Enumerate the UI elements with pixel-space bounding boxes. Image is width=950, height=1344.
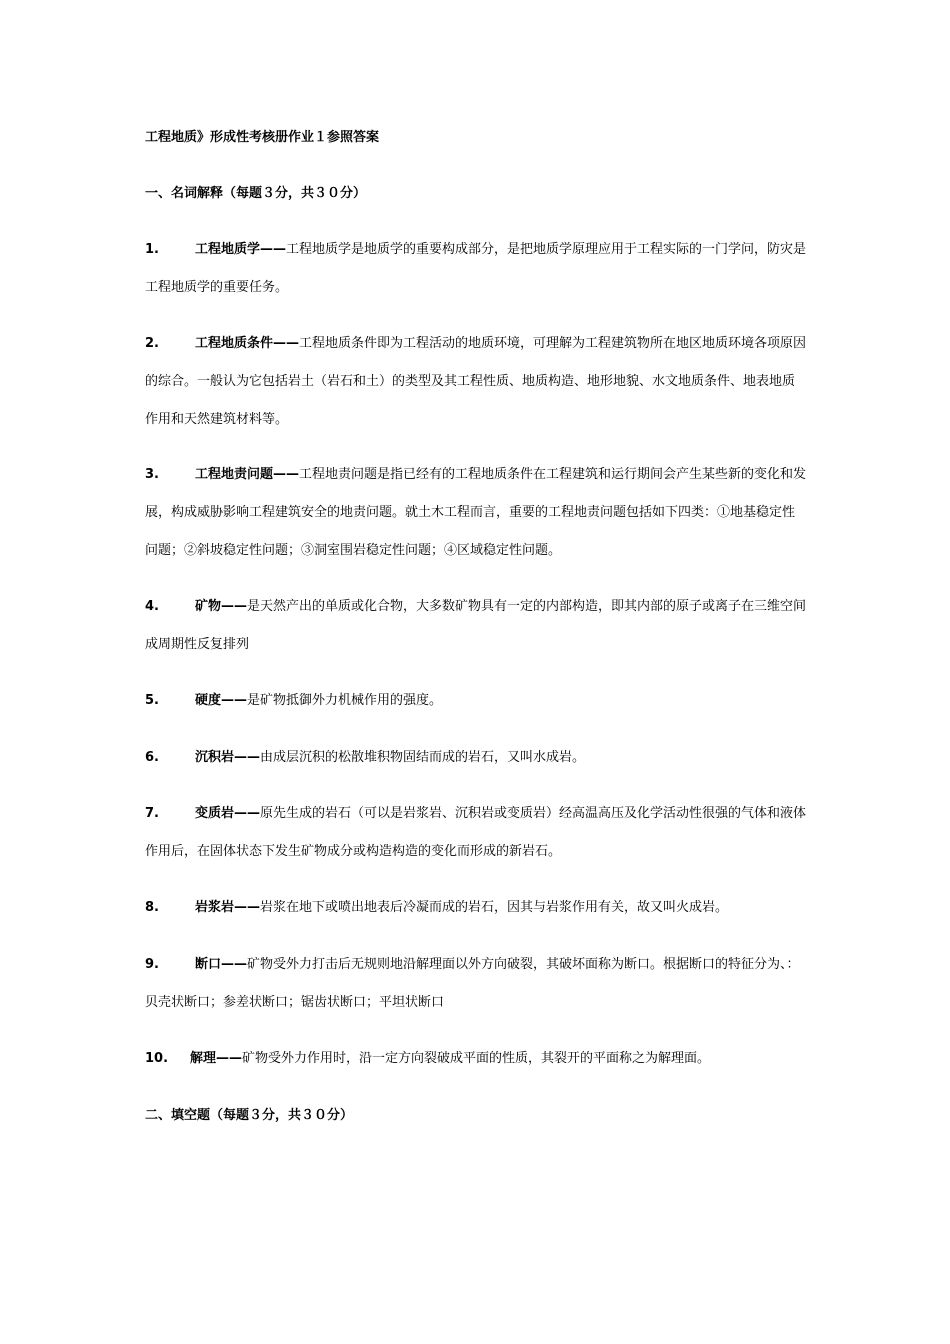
term-definition: 工程地质条件即为工程活动的地质环境，可理解为工程建筑物所在地区地质环境各项原因的综合。一般认为它包括岩土（岩石和土）的类型及其工程性质、地质构造、地形地貌、水文地质条件、地表地质作用和天然建筑材料等。 <box>145 336 807 427</box>
term-item <box>145 946 807 1022</box>
term-definition: 是天然产出的单质或化合物，大多数矿物具有一定的内部构造，即其内部的原子或离子在三维空间成周期性反复排列 <box>145 599 807 652</box>
term-item <box>145 325 807 439</box>
term-name: 工程地责问题—— <box>195 467 300 482</box>
term-item <box>145 588 807 664</box>
term-item <box>145 231 807 307</box>
term-definition: 工程地质学是地质学的重要构成部分，是把地质学原理应用于工程实际的一门学问，防灾是工程地质学的重要任务。 <box>145 242 807 295</box>
term-item <box>145 739 807 777</box>
term-item <box>145 682 807 720</box>
term-number: 2. <box>145 336 159 351</box>
term-item <box>145 795 807 871</box>
term-name: 解理—— <box>190 1051 243 1066</box>
term-definition: 矿物受外力打击后无规则地沿解理面以外方向破裂，其破坏面称为断口。根据断口的特征分为、：贝壳状断口；参差状断口；锯齿状断口；平坦状断口 <box>145 957 800 1010</box>
term-item <box>145 1040 807 1078</box>
term-number: 1. <box>145 242 159 257</box>
term-number: 5. <box>145 693 159 708</box>
term-name: 沉积岩—— <box>195 750 261 765</box>
term-number: 10. <box>145 1051 169 1066</box>
term-definition: 由成层沉积的松散堆积物固结而成的岩石，又叫水成岩。 <box>260 750 586 765</box>
term-name: 矿物—— <box>195 599 248 614</box>
term-item <box>145 889 807 927</box>
term-name: 断口—— <box>195 957 248 972</box>
term-name: 岩浆岩—— <box>195 900 261 915</box>
term-name: 工程地质条件—— <box>195 336 300 351</box>
term-definition: 岩浆在地下或喷出地表后冷凝而成的岩石，因其与岩浆作用有关，故又叫火成岩。 <box>260 900 729 915</box>
term-number: 8. <box>145 900 159 915</box>
term-definition: 是矿物抵御外力机械作用的强度。 <box>247 693 443 708</box>
term-name: 硬度—— <box>195 693 248 708</box>
term-number: 9. <box>145 957 159 972</box>
term-number: 7. <box>145 806 159 821</box>
term-name: 工程地质学—— <box>195 242 287 257</box>
term-number: 4. <box>145 599 159 614</box>
term-definition: 工程地责问题是指已经有的工程地质条件在工程建筑和运行期间会产生某些新的变化和发展，构成威胁影响工程建筑安全的地责问题。就土木工程而言，重要的工程地责问题包括如下四类：①地基稳定性问题；②斜坡稳定性问题；③洞室围岩稳定性问题；④区域稳定性问题。 <box>145 467 807 558</box>
term-name: 变质岩—— <box>195 806 261 821</box>
term-number: 6. <box>145 750 159 765</box>
term-definition: 矿物受外力作用时，沿一定方向裂破成平面的性质，其裂开的平面称之为解理面。 <box>242 1051 711 1066</box>
term-definition: 原先生成的岩石（可以是岩浆岩、沉积岩或变质岩）经高温高压及化学活动性很强的气体和液体作用后，在固体状态下发生矿物成分或构造构造的变化而形成的新岩石。 <box>145 806 807 859</box>
document-title: 工程地质》形成性考核册作业１参照答案 <box>145 130 380 145</box>
term-item <box>145 456 807 570</box>
section-heading-terms: 一、名词解释（每题３分，共３０分） <box>145 186 367 201</box>
term-number: 3. <box>145 467 159 482</box>
section-heading-fill-blank: 二、填空题（每题３分，共３０分） <box>145 1108 354 1123</box>
